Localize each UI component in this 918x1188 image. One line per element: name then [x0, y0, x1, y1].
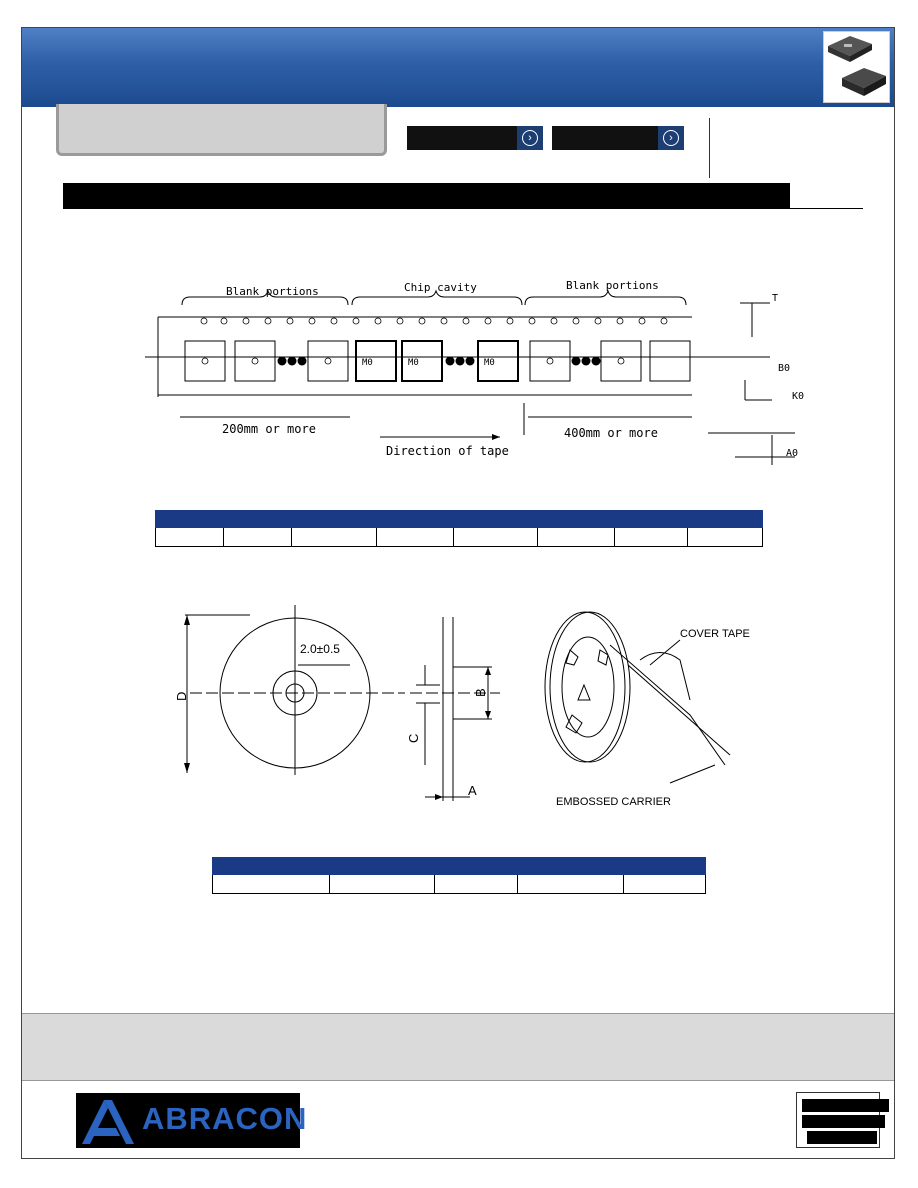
embossed-carrier-label: EMBOSSED CARRIER [556, 796, 671, 808]
section-rule [790, 208, 863, 209]
d-dimension-label: D [174, 691, 189, 701]
reel-diagram [170, 605, 770, 820]
part-number-box [56, 104, 387, 156]
a-dimension-label: A [468, 783, 477, 798]
length-400-label: 400mm or more [564, 426, 658, 440]
tape-diagram [140, 275, 820, 465]
b-dimension-label: B [473, 688, 488, 697]
nav-button-1[interactable] [407, 126, 543, 150]
table-header-row [156, 511, 763, 528]
product-image [823, 31, 890, 103]
chip-marking: M0 [484, 358, 495, 368]
c-dimension-label: C [406, 733, 421, 743]
chip-marking: M0 [408, 358, 419, 368]
length-200-label: 200mm or more [222, 422, 316, 436]
company-logo [76, 1093, 308, 1148]
b0-label: B0 [778, 363, 791, 374]
blank-portions-right-label: Blank portions [566, 279, 659, 292]
cover-tape-label: COVER TAPE [680, 628, 750, 640]
section-title-bar [63, 183, 790, 209]
revision-bar [807, 1131, 877, 1144]
revision-bar [802, 1099, 889, 1112]
k0-label: K0 [792, 391, 805, 402]
chip-marking: M0 [362, 358, 373, 368]
t-label: T [772, 293, 779, 304]
reel-spec-table [212, 857, 706, 894]
a0-label: A0 [786, 448, 799, 459]
direction-label: Direction of tape [386, 444, 509, 458]
revision-bar [802, 1115, 885, 1128]
divider [709, 118, 710, 178]
chevron-right-icon: › [522, 130, 538, 146]
footer-disclaimer-area [22, 1013, 894, 1081]
table-row [213, 875, 706, 894]
table-row [156, 528, 763, 547]
abracon-logo-icon [82, 1098, 134, 1144]
hub-dimension-label: 2.0±0.5 [300, 642, 340, 656]
nav-button-2[interactable] [552, 126, 684, 150]
blank-portions-left-label: Blank portions [226, 285, 319, 298]
chip-cavity-label: Chip cavity [404, 281, 477, 294]
chevron-right-icon: › [663, 130, 679, 146]
company-name: ABRACON [142, 1101, 308, 1136]
header-banner [22, 28, 894, 107]
table-header-row [213, 858, 706, 875]
tape-spec-table [155, 510, 763, 547]
